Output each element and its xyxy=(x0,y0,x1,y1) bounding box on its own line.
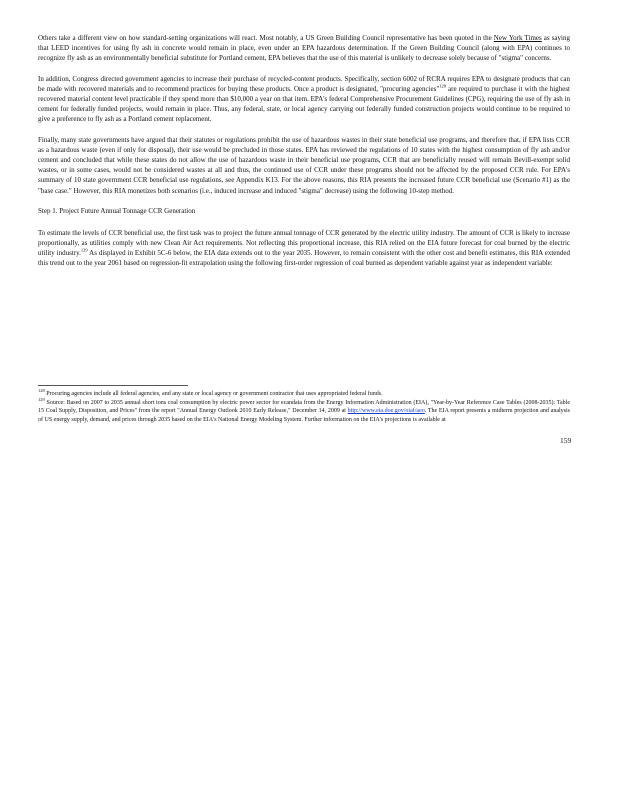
paragraph-stigma-view xyxy=(38,33,570,64)
footnote-128 xyxy=(38,390,570,399)
footnote-number: 128 xyxy=(38,388,45,393)
paragraph-text: as saying that LEED incentives for using fly ash in concrete would remain in place, even under an EPA hazardous determination. If the Green Building Council (along with EPA) continues to recognize fly ash as an environmentally beneficial substitute for Portland cement, EPA believes that the use of this material is unlikely to decrease solely because of "stigma" concerns. xyxy=(38,34,570,63)
footnote-number: 129 xyxy=(38,396,45,402)
step-heading: Step 1. Project Future Annual Tonnage CCR Generation xyxy=(38,206,196,215)
paragraph-text: In addition, Congress directed government agencies to increase their purchase of recycled-content products. Specifically, section 6002 of RCRA requires EPA to designate products that can be made with recovered materials and to recommend practices for buying these products. Once a product is designated, "procuring agencies" xyxy=(38,74,570,93)
eia-link[interactable]: http://www.eia.doe.gov/oiaf/aeo xyxy=(347,408,425,415)
footnote-ref-129: 129 xyxy=(80,247,88,253)
paragraph-text: are required to purchase it with the highest recovered material content level practicable if they spend more than $10,000 a year on that item. EPA's federal Comprehensive Procurement Guidelines (CPG), requiring the use of fly ash in cement for federally funded projects, would remain in place. Thus, any federal, state, or local agency carrying out federally funded construction projects would continue to be required to give a preference to fly ash as a Portland cement replacement. xyxy=(38,84,571,124)
footnote-divider xyxy=(38,385,188,386)
paragraph-procurement xyxy=(38,74,570,125)
paragraph-estimate-levels xyxy=(38,228,570,269)
footnote-text: Source: Based on 2007 to 2035 annual short tons coal consumption by electric power sector for ecandata from the Energy Information Administration (EIA), "Year-by-Year Reference Case Tables (2008-2035): Table 15 Coal Supply, Disposition, and Prices" from the report "Annual Energy Outlook 2010 Early Release," December 14, 2009 at xyxy=(38,399,570,415)
page-number: 159 xyxy=(560,436,572,445)
footnote-text: . The EIA report presents a midterm projection and analysis of US energy supply, demand, and prices through 2035 based on the EIA's National Energy Modeling System. Further information on the EIA's projections is available at xyxy=(38,408,570,423)
footnote-129 xyxy=(38,396,570,425)
newspaper-title: New York Times xyxy=(493,34,542,42)
paragraph-text: As displayed in Exhibit 5C-6 below, the EIA data extends out to the year 2035. However, to remain consistent with the other cost and benefit estimates, this RIA extended this trend out to the year 2061 based on regression-fit extrapolation using the following first-order regression of coal burned as dependent variable against year as independent variable: xyxy=(38,249,571,268)
paragraph-text: To estimate the levels of CCR beneficial use, the first task was to project the future annual tonnage of CCR generated by the electric utility industry. The amount of CCR is likely to increase proportionally, as utilities comply with new Clean Air Act requirements. Not reflecting this proportional increase, this RIA relied on the EIA future forecast for coal burned by the electric utility industry. xyxy=(38,228,570,258)
body-text xyxy=(38,33,570,279)
footnotes xyxy=(38,390,570,424)
footnote-text: Procuring agencies include all federal agencies, and any state or local agency or government contractor that uses appropriated federal funds. xyxy=(44,391,383,397)
paragraph-text: Others take a different view on how standard-setting organizations will react. Most notably, a US Green Building Council representative has been quoted in the xyxy=(38,34,494,42)
paragraph-state-governments: Finally, many state governments have argued that their statutes or regulations prohibit the use of hazardous wastes in their state beneficial use programs, and therefore that, if EPA lists CCR as a hazardous waste (even if only for disposal), their use would be precluded in those states. EPA has reviewed the regulations of 10 states with the highest consumption of fly ash and/or cement and concluded that while these states do not allow the use of hazardous waste in their beneficial use programs, CCR that are beneficially reused will remain Bevill-exempt solid wastes, or in some cases, would not be considered wastes at all and thus, the continued use of CCR under these programs should not be affected by the proposed CCR rule. For EPA's summary of 10 state government CCR beneficial use regulations, see Appendix K13. For the above reasons, this RIA presents the increased future CCR beneficial use (Scenario #1) as the "base case." However, this RIA monetizes both scenarios (i.e., induced increase and induced "stigma" decrease) using the following 10-step method. xyxy=(38,135,570,195)
footnote-ref-128: 128 xyxy=(439,83,446,89)
